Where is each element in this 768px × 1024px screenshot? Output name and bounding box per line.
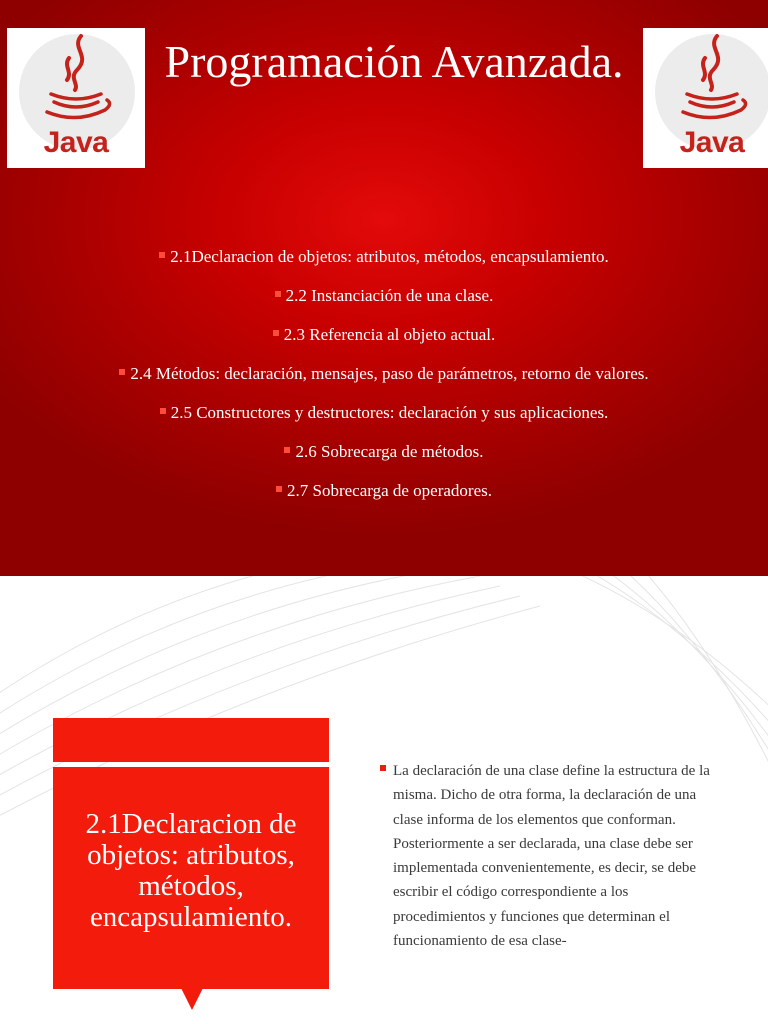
topic-item: 2.4 Métodos: declaración, mensajes, paso de parámetros, retorno de valores. [0,360,768,399]
bullet-icon [276,486,282,492]
coffee-cup-icon [7,28,145,128]
topic-list [0,243,768,516]
bullet-icon [159,252,165,258]
topic-item: 2.6 Sobrecarga de métodos. [0,438,768,477]
heading-box [53,767,329,989]
page-title: Programación Avanzada. [164,36,624,87]
topic-item: 2.7 Sobrecarga de operadores. [0,477,768,516]
java-logo-text: Java [679,126,745,159]
bullet-icon [273,330,279,336]
topic-item: 2.1Declaracion de objetos: atributos, métodos, encapsulamiento. [0,243,768,282]
pointer-triangle-icon [181,988,203,1010]
java-logo-right [643,28,768,168]
body-paragraph: La declaración de una clase define la estructura de la misma. Dicho de otra forma, la declaración de una clase informa de los elementos que conforman. Posteriormente a ser declarada, una clase debe ser implementada convenientemente, es decir, se debe escribir el código correspondiente a los procedimientos y funciones que determinan el funcionamiento de esa clase- [393,763,710,950]
heading-accent-bar [53,718,329,762]
coffee-cup-icon [643,28,768,128]
topic-item: 2.3 Referencia al objeto actual. [0,321,768,360]
content-slide [0,576,768,1024]
topic-item: 2.5 Constructores y destructores: declaración y sus aplicaciones. [0,399,768,438]
topic-item: 2.2 Instanciación de una clase. [0,282,768,321]
section-heading: 2.1Declaracion de objetos: atributos, métodos, encapsulamiento. [85,808,297,933]
java-logo-text: Java [43,126,109,159]
bullet-icon [119,369,125,375]
bullet-icon [284,447,290,453]
bullet-icon [380,765,386,771]
bullet-icon [275,291,281,297]
java-logo-left [7,28,145,168]
bullet-icon [160,408,166,414]
body-text-block [380,759,720,953]
